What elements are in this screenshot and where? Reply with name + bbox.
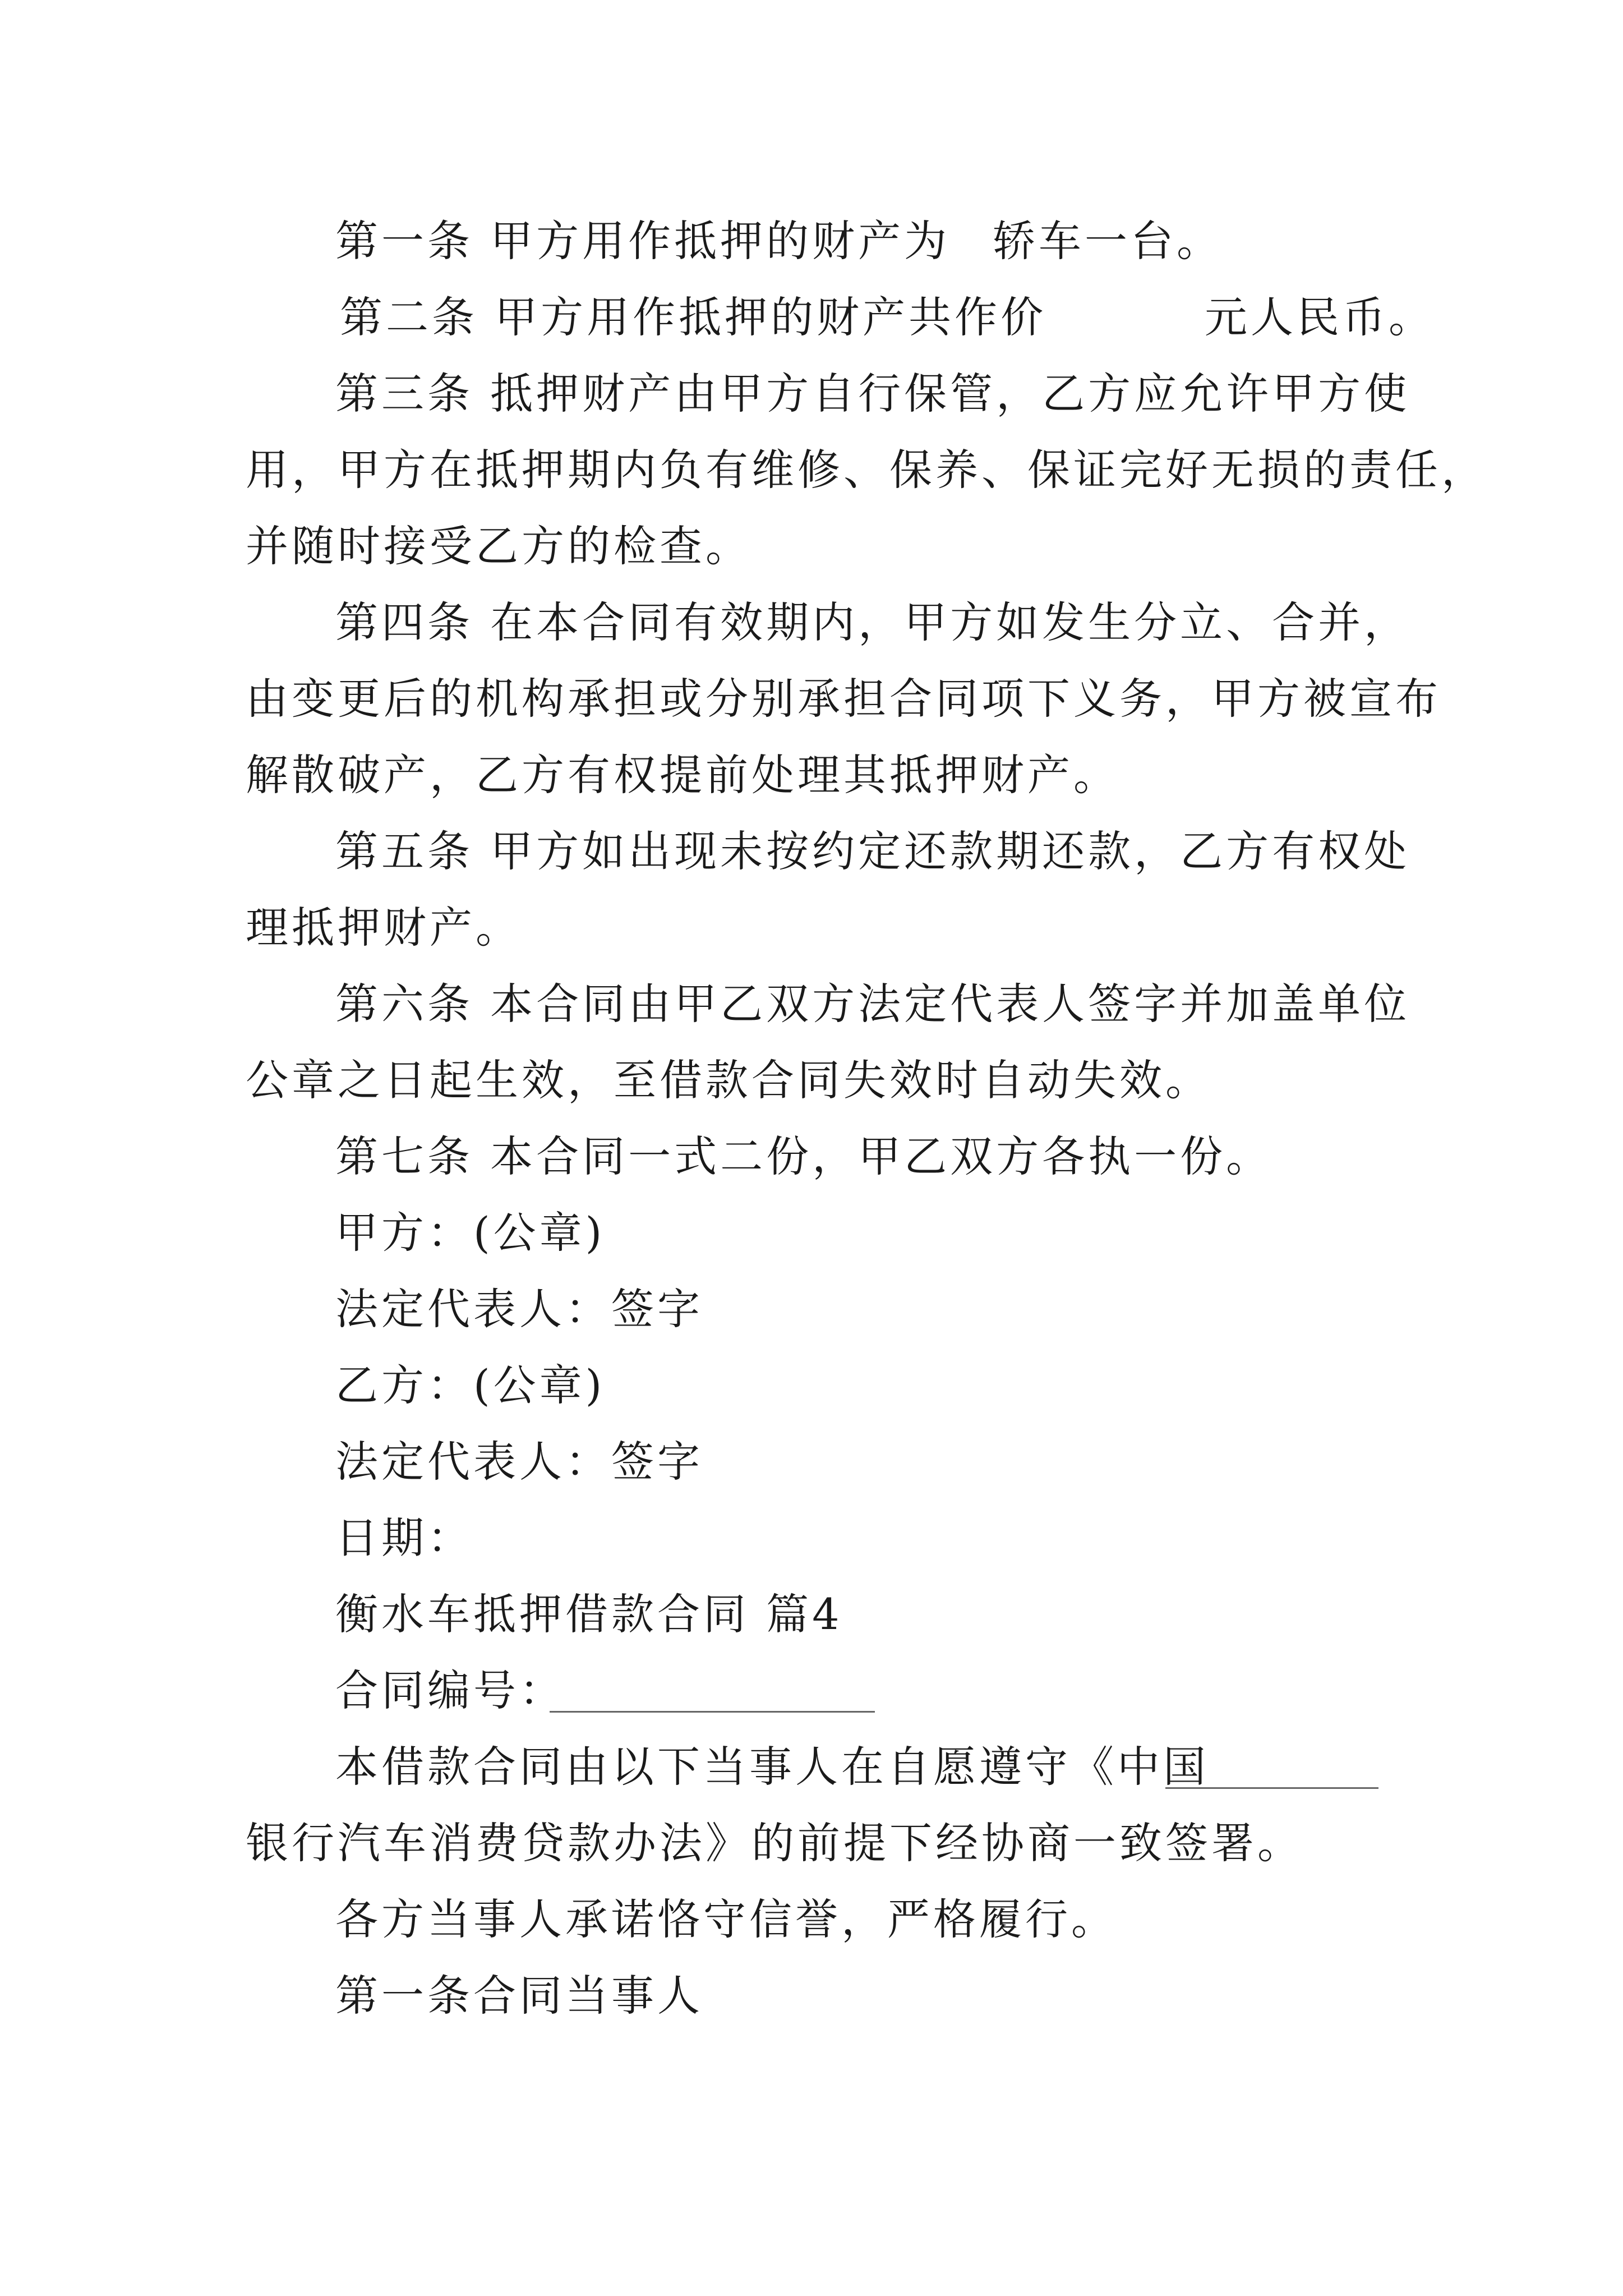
section-title-line	[0, 1581, 1623, 1648]
article-7-line	[0, 1123, 1623, 1190]
promise-line	[0, 1886, 1623, 1953]
article-1-text: 第一条 甲方用作抵押的财产为	[335, 216, 951, 266]
intro-line-2	[0, 1810, 1623, 1877]
party-b-seal-label: 乙方：(公章)	[335, 1360, 606, 1410]
bank-name-blank	[1165, 1748, 1378, 1789]
section-title: 衡水车抵押借款合同 篇4	[335, 1589, 843, 1639]
rep-a-signature-label: 法定代表人：签字	[335, 1284, 703, 1334]
article-4-line-3	[0, 742, 1623, 809]
intro-text-1: 本借款合同由以下当事人在自愿遵守《中国	[335, 1742, 1209, 1792]
article-1-line	[0, 208, 1623, 275]
article-4-line-1	[0, 589, 1623, 656]
article-4-text-2: 由变更后的机构承担或分别承担合同项下义务，甲方被宣布	[246, 674, 1441, 724]
rep-b-line	[0, 1428, 1623, 1496]
article-5-text-2: 理抵押财产。	[246, 903, 522, 953]
article-6-text-1: 第六条 本合同由甲乙双方法定代表人签字并加盖单位	[335, 979, 1410, 1029]
contract-number-label: 合同编号：	[335, 1665, 565, 1715]
article-2-text: 第二条 甲方用作抵押的财产共作价	[340, 292, 1047, 342]
party-b-line	[0, 1352, 1623, 1419]
article-6-line-1	[0, 970, 1623, 1038]
article-5-text-1: 第五条 甲方如出现未按约定还款期还款，乙方有权处	[335, 826, 1410, 876]
article-4-line-2	[0, 665, 1623, 733]
article-3-line-1	[0, 360, 1623, 427]
parties-heading: 第一条合同当事人	[335, 1971, 703, 2021]
intro-line-1	[0, 1733, 1623, 1801]
article-2-line	[0, 284, 1623, 351]
article-5-line-2	[0, 894, 1623, 961]
parties-heading-line	[0, 1962, 1623, 2030]
article-7-text: 第七条 本合同一式二份，甲乙双方各执一份。	[335, 1131, 1272, 1181]
article-3-line-3	[0, 513, 1623, 580]
date-label: 日期：	[335, 1513, 473, 1563]
article-4-text-3: 解散破产，乙方有权提前处理其抵押财产。	[246, 750, 1119, 800]
promise-text: 各方当事人承诺恪守信誉，严格履行。	[335, 1894, 1117, 1944]
rep-a-line	[0, 1276, 1623, 1343]
article-5-line-1	[0, 818, 1623, 885]
date-line	[0, 1504, 1623, 1572]
rep-b-signature-label: 法定代表人：签字	[335, 1437, 703, 1487]
article-3-line-2	[0, 436, 1623, 504]
article-6-line-2	[0, 1047, 1623, 1114]
contract-number-blank	[550, 1672, 875, 1713]
article-2-currency: 元人民币。	[1205, 292, 1435, 342]
article-1-item: 轿车一台。	[993, 216, 1223, 266]
party-a-line	[0, 1199, 1623, 1267]
article-6-text-2: 公章之日起生效，至借款合同失效时自动失效。	[246, 1055, 1211, 1105]
article-3-text-2: 用，甲方在抵押期内负有维修、保养、保证完好无损的责任，	[246, 445, 1487, 495]
article-3-text-3: 并随时接受乙方的检查。	[246, 521, 751, 571]
intro-text-2: 银行汽车消费贷款办法》的前提下经协商一致签署。	[246, 1818, 1303, 1868]
article-3-text-1: 第三条 抵押财产由甲方自行保管，乙方应允许甲方使	[335, 369, 1410, 418]
contract-number-line	[0, 1657, 1623, 1724]
article-4-text-1: 第四条 在本合同有效期内，甲方如发生分立、合并，	[335, 597, 1410, 647]
party-a-seal-label: 甲方：(公章)	[335, 1208, 606, 1258]
